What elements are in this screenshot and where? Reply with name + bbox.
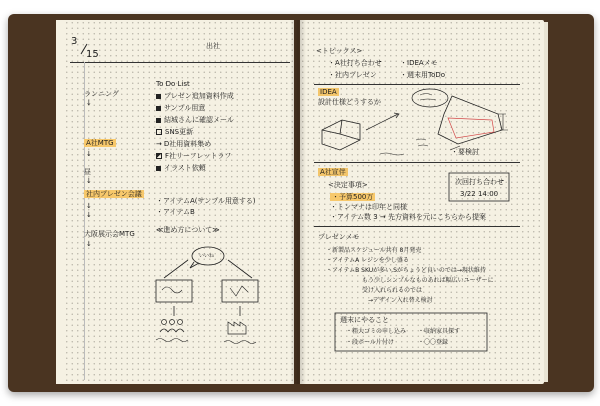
timeline-osaka-mtg: 大阪展示会MTG <box>84 230 135 238</box>
todo-item <box>156 164 206 173</box>
items-note-line2: ・アイテムB <box>156 208 195 216</box>
header-rule <box>70 62 290 63</box>
timeline-running: ランニング <box>84 90 119 98</box>
weekend-item: ・〇〇登録 <box>418 339 449 346</box>
a-meeting-item: ・アイテム数 3 → 先方資料を元にこちらから提案 <box>330 213 487 221</box>
date-day: 15 <box>86 49 99 60</box>
presen-line: ・アイテムA レジンを少し盛る <box>326 257 409 264</box>
weekend-item: ・段ボール片付け <box>346 339 394 346</box>
checkbox-icon: → <box>156 140 162 148</box>
section-rule <box>314 226 520 227</box>
todo-item-label: イラスト依頼 <box>164 164 206 172</box>
checkbox-icon <box>156 166 161 171</box>
todo-item-label: サンプル用意 <box>164 104 206 112</box>
a-meeting-decided: <決定事項> <box>328 181 368 189</box>
idea-sketch <box>320 84 520 159</box>
topics-item: ・A社打ち合わせ <box>328 59 382 67</box>
idea-label: IDEA <box>320 88 337 96</box>
topics-title: <トピックス> <box>316 47 363 55</box>
arrow-down-icon: ↓ <box>86 150 92 158</box>
checkbox-icon <box>156 106 161 111</box>
todo-item <box>156 128 193 137</box>
next-meeting-date: 3/22 14:00 <box>460 190 499 198</box>
arrow-down-icon: ↓ <box>86 211 92 219</box>
todo-item <box>156 104 205 113</box>
topics-item: ・IDEAメモ <box>400 59 438 67</box>
checkbox-icon <box>156 129 162 135</box>
timeline-meeting-a: A社MTG <box>86 139 114 147</box>
page-edges <box>544 22 548 382</box>
arrow-down-icon: ↓ <box>86 240 92 248</box>
todo-item-label: 結城さんに確認メール <box>164 116 234 124</box>
date-month: 3 <box>71 36 78 47</box>
arrow-down-icon: ↓ <box>86 99 92 107</box>
presen-line: もう少しシンプルなものあれば幅広いユーザーに <box>362 277 494 284</box>
arrow-down-icon: ↓ <box>86 177 92 185</box>
timeline-axis <box>84 62 85 380</box>
next-meeting-title: 次回打ち合わせ <box>455 178 504 186</box>
todo-item-label: F社リーフレットラフ <box>165 152 232 160</box>
a-meeting-budget: ・予算500万 <box>332 193 374 201</box>
checkbox-icon <box>156 94 161 99</box>
topics-item: ・週末用ToDo <box>400 71 446 79</box>
idea-note: ・要検討 <box>451 148 479 156</box>
items-note-line1: ・アイテムA(サンプル用意する) <box>156 197 256 205</box>
heading-how: ≪進め方について≫ <box>156 226 220 234</box>
process-diagram <box>150 238 290 378</box>
presen-line: →デザイン入れ替え検討 <box>368 297 433 304</box>
todo-item-label: プレゼン追加資料作成 <box>164 92 234 100</box>
notebook-gutter <box>290 20 306 384</box>
todo-item <box>156 140 211 149</box>
todo-item <box>156 116 234 125</box>
presen-title: プレゼンメモ <box>318 233 360 241</box>
weekend-item: ・粗大ゴミの申し込み <box>346 328 407 335</box>
arrow-down-icon: ↓ <box>86 202 92 210</box>
todo-item <box>156 152 231 161</box>
todo-item-label: D社用資料集め <box>163 140 212 148</box>
weekend-item: ・収納家具探す <box>418 328 461 335</box>
diagram-bubble-text: いいね <box>199 253 215 259</box>
section-rule <box>314 162 520 163</box>
topics-item: ・社内プレゼン <box>328 71 377 79</box>
presen-line: ・新製品スケジュール共有 8月発売 <box>326 247 422 254</box>
timeline-lunch: 昼 <box>84 168 91 176</box>
timeline-internal-presen: 社内プレゼン会議 <box>86 190 142 198</box>
presen-line: 受け入れられるのでは <box>362 287 423 294</box>
todo-title: To Do List <box>156 80 190 88</box>
presen-line: ・アイテムB SKUが多い,Sがちょうど良いのでは→現状維持 <box>326 267 486 274</box>
checkbox-icon <box>156 153 162 159</box>
checkbox-icon <box>156 118 161 123</box>
idea-caption: 設計仕様どうするか <box>318 98 381 106</box>
weekend-title: 週末にやること <box>340 316 389 324</box>
a-meeting-title: A社宣伴 <box>320 168 346 176</box>
todo-item-label: SNS更新 <box>165 128 194 136</box>
page-header: 出社 <box>206 42 220 50</box>
todo-item <box>156 92 234 101</box>
a-meeting-item: ・トンマナは印年と同様 <box>330 203 407 211</box>
